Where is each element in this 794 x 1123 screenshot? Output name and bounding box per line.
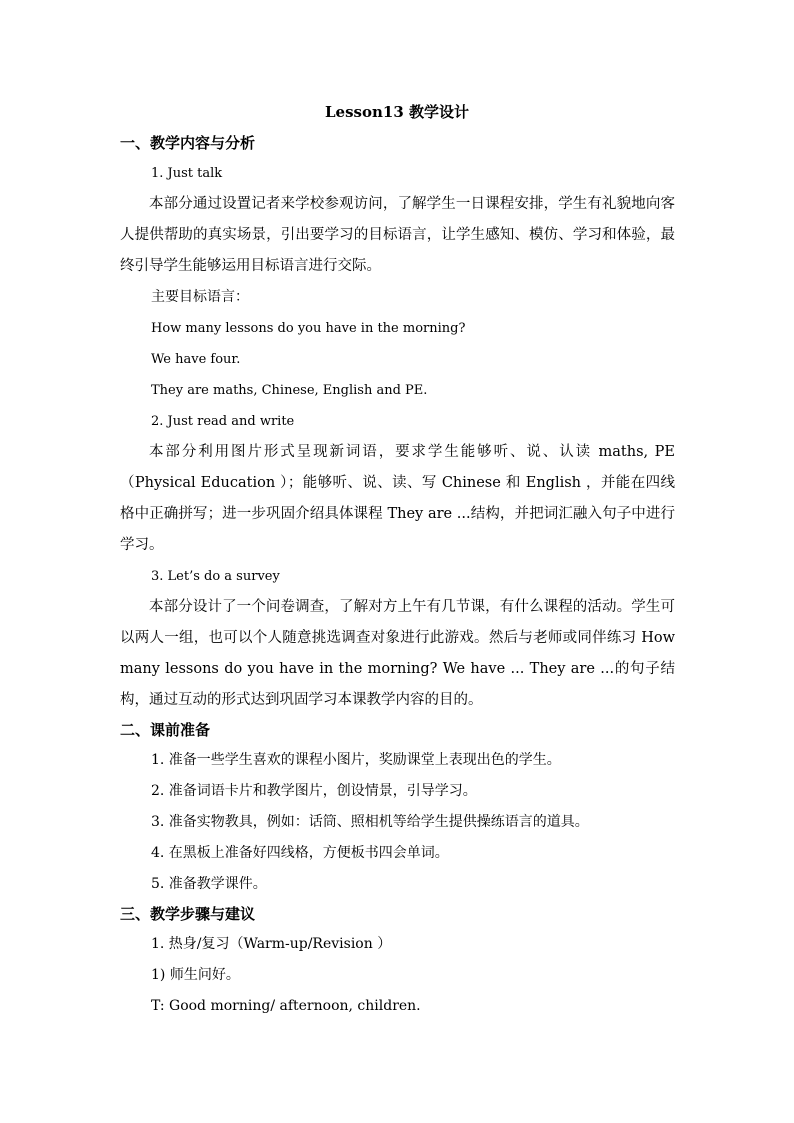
preparation-item: 3. 准备实物教具，例如：话筒、照相机等给学生提供操练语言的道具。 [151,814,589,830]
paragraph-read-write: 本部分利用图片形式呈现新词语，要求学生能够听、说、认读 maths, PE（Physical Education ）；能够听、说、读、写 Chinese 和 English ，并能在四线格中正确拼写；进一步巩固介绍具体课程 They are ...结构，并把词汇融入句子中进行学习。 [120,444,675,553]
document-body [120,129,675,1022]
target-language-label: 主要目标语言： [151,289,249,305]
preparation-item: 4. 在黑板上准备好四线格，方便板书四会单词。 [151,845,449,861]
preparation-item: 1. 准备一些学生喜欢的课程小图片，奖励课堂上表现出色的学生。 [151,752,561,768]
part-label-survey: 3. Let’s do a survey [151,569,280,584]
target-sentence-2: We have four. [151,352,241,367]
paragraph-survey: 本部分设计了一个问卷调查，了解对方上午有几节课，有什么课程的活动。学生可以两人一组，也可以个人随意挑选调查对象进行此游戏。然后与老师或同伴练习 How many lessons do you have in the morning? We have ... They are ...的句子结构，通过互动的形式达到巩固学习本课教学内容的目的。 [120,599,675,708]
section-heading-teaching-steps: 三、教学步骤与建议 [120,905,256,923]
dialog-line: T: Good morning/ afternoon, children. [151,998,421,1014]
step-warm-up: 1. 热身/复习（Warm-up/Revision ） [151,936,392,952]
section-heading-preparation: 二、课前准备 [120,721,211,739]
step-greeting: 1) 师生问好。 [151,967,240,983]
part-label-read-write: 2. Just read and write [151,414,295,429]
preparation-item: 2. 准备词语卡片和教学图片，创设情景，引导学习。 [151,783,477,799]
paragraph-just-talk: 本部分通过设置记者来学校参观访问，了解学生一日课程安排，学生有礼貌地向客人提供帮助的真实场景，引出要学习的目标语言，让学生感知、模仿、学习和体验，最终引导学生能够运用目标语言进行交际。 [120,196,675,274]
part-label-just-talk: 1. Just talk [151,166,223,181]
section-heading-content-analysis: 一、教学内容与分析 [120,134,256,152]
preparation-item: 5. 准备教学课件。 [151,876,267,892]
target-sentence-1: How many lessons do you have in the morning? [151,321,466,336]
target-sentence-3: They are maths, Chinese, English and PE. [151,383,428,398]
document-title: Lesson13 教学设计 [325,103,469,121]
